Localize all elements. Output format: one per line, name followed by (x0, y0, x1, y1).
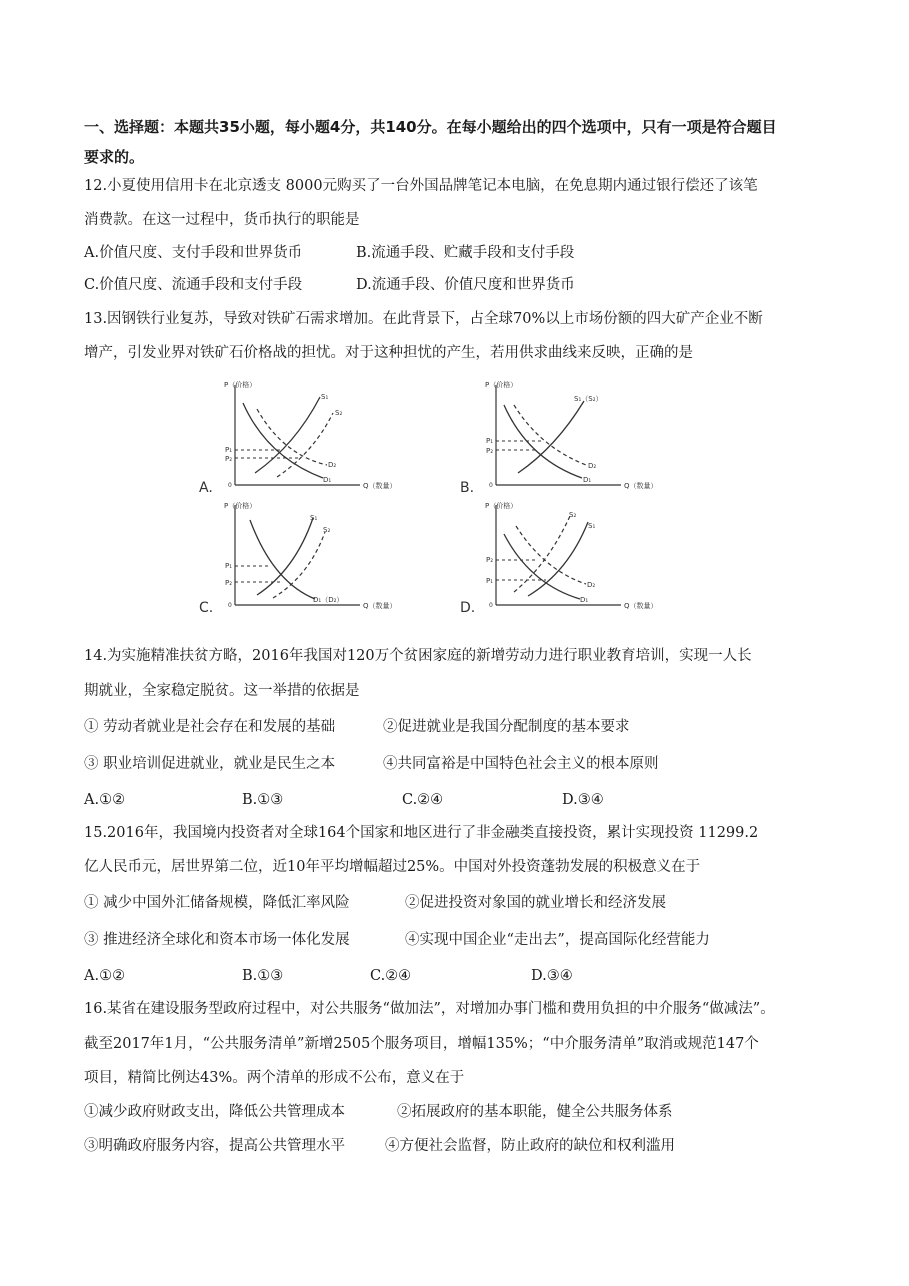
label-p1: P₁ (225, 562, 233, 570)
q15-option-b: B.①③ (242, 968, 284, 984)
q15-statement-4: ④实现中国企业“走出去”，提高国际化经营能力 (405, 932, 710, 948)
q15-option-a: A.①② (84, 968, 126, 984)
label-d1: D₁ (323, 476, 332, 484)
label-p1: P₁ (225, 446, 233, 454)
supply-demand-graph-d (456, 500, 671, 625)
q15-stem-line2: 亿人民币元，居世界第二位，近10年平均增幅超过25%。中国对外投资蓬勃发展的积极意义在于 (84, 859, 701, 875)
q14-option-a: A.①② (84, 792, 126, 808)
q16-statement-2: ②拓展政府的基本职能，健全公共服务体系 (397, 1104, 673, 1120)
label-p1: P₁ (486, 577, 494, 585)
graph-b-letter: B. (460, 480, 475, 496)
section-heading-line2: 要求的。 (84, 148, 145, 166)
q12-option-c: C.价值尺度、流通手段和支付手段 (84, 277, 303, 293)
q14-statement-2: ②促进就业是我国分配制度的基本要求 (383, 719, 630, 735)
supply-demand-graph-c (195, 500, 410, 625)
label-s1: S₁ (310, 514, 318, 522)
y-axis-label: P（价格） (485, 381, 518, 389)
label-p2: P₂ (486, 447, 494, 455)
origin-label: 0 (489, 602, 493, 609)
q15-statement-3: ③ 推进经济全球化和资本市场一体化发展 (84, 932, 350, 948)
curve-d1 (504, 405, 582, 478)
curve-s1 (255, 397, 320, 473)
label-s2: S₂ (569, 511, 577, 519)
origin-label: 0 (489, 482, 493, 489)
y-axis-label: P（价格） (224, 502, 257, 510)
q16-statement-3: ③明确政府服务内容，提高公共管理水平 (84, 1138, 345, 1154)
q16-statement-1: ①减少政府财政支出，降低公共管理成本 (84, 1104, 345, 1120)
curve-d (250, 520, 315, 599)
x-axis-label: Q（数量） (624, 482, 658, 490)
q12-option-d: D.流通手段、价值尺度和世界货币 (356, 277, 575, 293)
curve-d1 (243, 403, 323, 478)
q15-statement-1: ① 减少中国外汇储备规模，降低汇率风险 (84, 895, 350, 911)
label-p2: P₂ (225, 455, 233, 463)
q14-stem-line2: 期就业，全家稳定脱贫。这一举措的依据是 (84, 683, 360, 699)
graph-a-letter: A. (199, 480, 213, 496)
q14-option-c: C.②④ (402, 792, 444, 808)
label-s: S₁（S₂） (574, 395, 603, 403)
label-s2: S₂ (323, 526, 331, 534)
q16-stem-line3: 项目，精简比例达43%。两个清单的形成不公布，意义在于 (84, 1070, 465, 1086)
x-axis-label: Q（数量） (624, 602, 658, 610)
q15-option-c: C.②④ (370, 968, 412, 984)
curve-s1 (257, 518, 313, 595)
section-heading-line1: 一、选择题：本题共35小题，每小题4分，共140分。在每小题给出的四个选项中，只有一项是符合题目 (84, 118, 777, 136)
q14-statement-4: ④共同富裕是中国特色社会主义的根本原则 (383, 756, 659, 772)
q16-stem-line2: 截至2017年1月，“公共服务清单”新增2505个服务项目，增幅135%；“中介服务清单”取消或规范147个 (84, 1036, 759, 1052)
label-s1: S₁ (588, 522, 596, 530)
label-s2: S₂ (335, 409, 343, 417)
curve-s2 (273, 532, 325, 598)
q14-option-d: D.③④ (562, 792, 604, 808)
label-d1: D₁ (580, 596, 589, 604)
q13-stem-line2: 增产，引发业界对铁矿石价格战的担忧。对于这种担忧的产生，若用供求曲线来反映，正确的是 (84, 345, 693, 361)
q12-stem-line2: 消费款。在这一过程中，货币执行的职能是 (84, 212, 360, 228)
curve-s1 (528, 522, 588, 596)
q14-stem-line1: 14.为实施精准扶贫方略，2016年我国对120万个贫困家庭的新增劳动力进行职业教育培训，实现一人长 (84, 648, 752, 664)
label-s1: S₁ (321, 393, 329, 401)
label-d2: D₂ (587, 581, 596, 589)
q12-option-a: A.价值尺度、支付手段和世界货币 (84, 245, 303, 261)
origin-label: 0 (228, 602, 232, 609)
q15-statement-2: ②促进投资对象国的就业增长和经济发展 (405, 895, 666, 911)
label-p2: P₂ (225, 579, 233, 587)
q14-option-b: B.①③ (242, 792, 284, 808)
supply-demand-graph-a (195, 375, 410, 500)
graph-c-letter: C. (199, 600, 214, 616)
y-axis-label: P（价格） (224, 381, 257, 389)
q16-statement-4: ④方便社会监督，防止政府的缺位和权利滥用 (385, 1138, 675, 1154)
q13-stem-line1: 13.因钢铁行业复苏，导致对铁矿石需求增加。在此背景下，占全球70%以上市场份额的四大矿产企业不断 (84, 311, 763, 327)
label-p1: P₁ (486, 437, 494, 445)
label-d1: D₁ (583, 476, 592, 484)
q14-statement-1: ① 劳动者就业是社会存在和发展的基础 (84, 719, 336, 735)
q15-stem-line1: 15.2016年，我国境内投资者对全球164个国家和地区进行了非金融类直接投资，累计实现投资 11299.2 (84, 825, 759, 841)
y-axis-label: P（价格） (485, 502, 518, 510)
q12-stem-line1: 12.小夏使用信用卡在北京透支 8000元购买了一台外国品牌笔记本电脑，在免息期内通过银行偿还了该笔 (84, 178, 758, 194)
label-d2: D₂ (328, 461, 337, 469)
x-axis-label: Q（数量） (363, 602, 397, 610)
label-d2: D₂ (588, 462, 597, 470)
q12-option-b: B.流通手段、贮藏手段和支付手段 (356, 245, 575, 261)
q16-stem-line1: 16.某省在建设服务型政府过程中，对公共服务“做加法”，对增加办事门槛和费用负担的中介服务“做减法”。 (84, 1001, 775, 1017)
supply-demand-graph-b (456, 375, 671, 500)
q15-option-d: D.③④ (531, 968, 573, 984)
x-axis-label: Q（数量） (363, 482, 397, 490)
origin-label: 0 (228, 482, 232, 489)
curve-d1 (504, 534, 580, 599)
curve-d2 (257, 409, 327, 465)
label-d: D₁（D₂） (313, 596, 344, 604)
curve-d2 (516, 526, 586, 584)
graph-d-letter: D. (460, 600, 476, 616)
label-p2: P₂ (486, 556, 494, 564)
q14-statement-3: ③ 职业培训促进就业，就业是民生之本 (84, 756, 336, 772)
